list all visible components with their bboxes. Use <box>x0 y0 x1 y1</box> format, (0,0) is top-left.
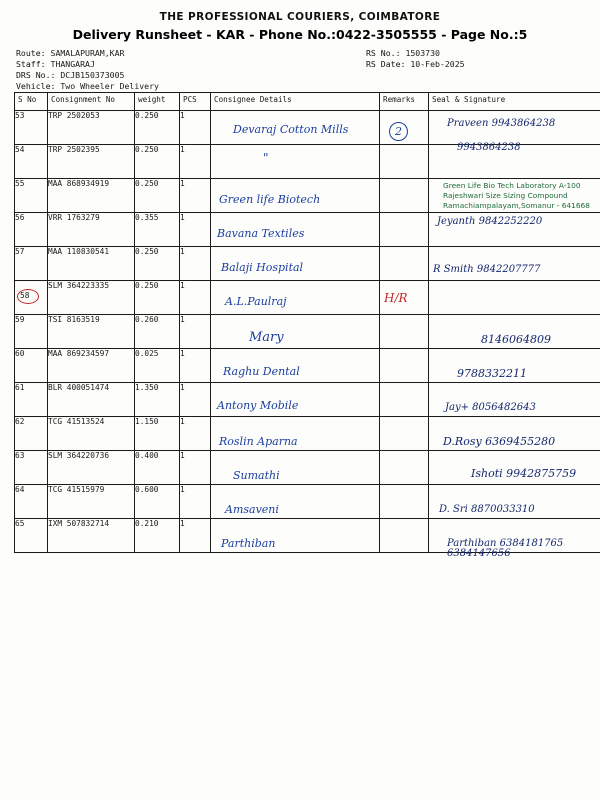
col-consignment: Consignment No <box>48 93 135 111</box>
cell-consignment: IXM 507832714 <box>48 519 135 553</box>
cell-sno <box>15 281 48 315</box>
cell-weight: 0.260 <box>135 315 180 349</box>
cell-signature <box>429 111 600 145</box>
handwritten-signature: Ishoti 9942875759 <box>471 467 577 480</box>
cell-signature <box>429 213 600 247</box>
cell-signature <box>429 349 600 383</box>
rs-no-value: 1503730 <box>405 48 440 58</box>
cell-remarks <box>380 213 429 247</box>
table-row <box>15 111 600 145</box>
cell-sno: 56 <box>15 213 48 247</box>
cell-weight: 0.400 <box>135 451 180 485</box>
handwritten-consignee: A.L.Paulraj <box>225 295 287 308</box>
cell-signature <box>429 281 600 315</box>
cell-details <box>211 315 380 349</box>
rs-no-label: RS No.: <box>366 48 401 58</box>
cell-pcs: 1 <box>180 315 211 349</box>
cell-pcs: 1 <box>180 451 211 485</box>
cell-consignment: TCG 41513524 <box>48 417 135 451</box>
cell-signature <box>429 179 600 213</box>
cell-consignment: TCG 41515979 <box>48 485 135 519</box>
cell-consignment: TRP 2502053 <box>48 111 135 145</box>
cell-consignment: SLM 364220736 <box>48 451 135 485</box>
cell-remarks <box>380 281 429 315</box>
cell-consignment: TSI 8163519 <box>48 315 135 349</box>
cell-pcs: 1 <box>180 247 211 281</box>
cell-details <box>211 145 380 179</box>
handwritten-consignee: Raghu Dental <box>223 365 300 378</box>
handwritten-signature: 9943864238 <box>457 142 521 153</box>
col-weight: weight <box>135 93 180 111</box>
cell-sno: 62 <box>15 417 48 451</box>
cell-sno: 60 <box>15 349 48 383</box>
cell-pcs: 1 <box>180 417 211 451</box>
cell-weight: 0.355 <box>135 213 180 247</box>
handwritten-consignee: Mary <box>249 330 284 345</box>
cell-remarks <box>380 349 429 383</box>
company-name: THE PROFESSIONAL COURIERS, COIMBATORE <box>159 11 441 23</box>
cell-sno: 55 <box>15 179 48 213</box>
handwritten-remark-circled: 2 <box>389 122 408 141</box>
cell-weight: 0.600 <box>135 485 180 519</box>
drs-value: DCJB150373005 <box>60 70 125 80</box>
meta-left <box>16 48 159 92</box>
cell-pcs: 1 <box>180 145 211 179</box>
rs-date-value: 10-Feb-2025 <box>410 59 465 69</box>
cell-pcs: 1 <box>180 349 211 383</box>
cell-pcs: 1 <box>180 281 211 315</box>
meta-right <box>366 48 465 70</box>
cell-signature <box>429 247 600 281</box>
handwritten-consignee: Antony Mobile <box>217 399 299 412</box>
handwritten-signature: D.Rosy 6369455280 <box>443 435 556 448</box>
handwritten-remark: H/R <box>384 291 408 305</box>
table-row <box>15 451 600 485</box>
cell-weight: 0.250 <box>135 145 180 179</box>
handwritten-signature: 9788332211 <box>457 367 527 380</box>
table-row <box>15 417 600 451</box>
table-row <box>15 519 600 553</box>
runsheet-table <box>14 92 600 559</box>
cell-consignment: VRR 1763279 <box>48 213 135 247</box>
table-row <box>15 315 600 349</box>
cell-sno-text: 58 <box>20 291 30 300</box>
cell-consignment: MAA 869234597 <box>48 349 135 383</box>
cell-signature <box>429 519 600 559</box>
cell-remarks <box>380 485 429 519</box>
cell-weight: 1.350 <box>135 383 180 417</box>
table-row <box>15 485 600 519</box>
table-row <box>15 383 600 417</box>
cell-consignment: BLR 400051474 <box>48 383 135 417</box>
cell-signature <box>429 485 600 519</box>
cell-details <box>211 383 380 417</box>
cell-signature <box>429 451 600 485</box>
handwritten-signature: Parthiban 6384181765 6384147656 <box>447 538 564 559</box>
handwritten-consignee: Balaji Hospital <box>221 261 304 274</box>
col-pcs: PCS <box>180 93 211 111</box>
cell-remarks <box>380 417 429 451</box>
cell-details <box>211 111 380 145</box>
cell-weight: 0.025 <box>135 349 180 383</box>
route-label: Route: <box>16 48 46 58</box>
handwritten-consignee: Bavana Textiles <box>217 227 305 240</box>
table-row <box>15 247 600 281</box>
cell-consignment: MAA 110830541 <box>48 247 135 281</box>
cell-details <box>211 281 380 315</box>
cell-weight: 1.150 <box>135 417 180 451</box>
laboratory-stamp: Green Life Bio Tech Laboratory A-100 Rajeshwari Size Sizing Compound Ramachiampalayam,Somanur - 641668 <box>443 181 590 210</box>
route-value: SAMALAPURAM,KAR <box>50 48 125 58</box>
cell-remarks <box>380 145 429 179</box>
handwritten-signature: Praveen 9943864238 <box>447 118 556 129</box>
rs-date-label: RS Date: <box>366 59 406 69</box>
handwritten-signature: Jeyanth 9842252220 <box>437 216 543 227</box>
cell-pcs: 1 <box>180 485 211 519</box>
cell-details <box>211 247 380 281</box>
col-signature: Seal & Signature <box>429 93 600 111</box>
table-header-row <box>15 93 600 111</box>
cell-signature <box>429 383 600 417</box>
cell-pcs: 1 <box>180 213 211 247</box>
col-sno: S No <box>15 93 48 111</box>
cell-weight: 0.250 <box>135 247 180 281</box>
drs-label: DRS No.: <box>16 70 56 80</box>
cell-consignment: SLM 364223335 <box>48 281 135 315</box>
cell-weight: 0.250 <box>135 179 180 213</box>
cell-signature <box>429 417 600 451</box>
page-title: Delivery Runsheet - KAR - Phone No.:0422-3505555 - Page No.:5 <box>72 27 528 42</box>
handwritten-consignee: Roslin Aparna <box>219 435 298 448</box>
cell-details <box>211 179 380 213</box>
handwritten-consignee: Amsaveni <box>225 503 279 516</box>
table-row <box>15 213 600 247</box>
cell-sno: 54 <box>15 145 48 179</box>
table-row <box>15 349 600 383</box>
handwritten-consignee: Green life Biotech <box>219 193 321 206</box>
cell-sno: 61 <box>15 383 48 417</box>
cell-pcs: 1 <box>180 111 211 145</box>
cell-details <box>211 349 380 383</box>
cell-pcs: 1 <box>180 519 211 553</box>
cell-weight: 0.250 <box>135 281 180 315</box>
table-row <box>15 281 600 315</box>
meta-block <box>0 48 600 92</box>
cell-weight: 0.250 <box>135 111 180 145</box>
cell-sno: 59 <box>15 315 48 349</box>
cell-signature <box>429 142 600 179</box>
cell-sno: 57 <box>15 247 48 281</box>
table-row <box>15 145 600 179</box>
handwritten-consignee: Devaraj Cotton Mills <box>233 123 349 136</box>
cell-sno: 64 <box>15 485 48 519</box>
cell-remarks <box>380 247 429 281</box>
cell-details <box>211 213 380 247</box>
col-remarks: Remarks <box>380 93 429 111</box>
cell-remarks <box>380 111 429 145</box>
cell-signature <box>429 315 600 349</box>
cell-remarks <box>380 519 429 553</box>
staff-label: Staff: <box>16 59 46 69</box>
cell-consignment: MAA 868934919 <box>48 179 135 213</box>
handwritten-signature: R Smith 9842207777 <box>433 264 541 275</box>
cell-sno: 65 <box>15 519 48 553</box>
cell-remarks <box>380 179 429 213</box>
cell-sno: 53 <box>15 111 48 145</box>
vehicle-value: Two Wheeler Delivery <box>60 81 159 91</box>
cell-details <box>211 417 380 451</box>
cell-details <box>211 485 380 519</box>
handwritten-signature: 8146064809 <box>481 333 551 346</box>
handwritten-consignee: " <box>263 151 269 165</box>
vehicle-label: Vehicle: <box>16 81 56 91</box>
cell-remarks <box>380 451 429 485</box>
handwritten-signature: D. Sri 8870033310 <box>439 504 535 515</box>
cell-sno: 63 <box>15 451 48 485</box>
cell-consignment: TRP 2502395 <box>48 145 135 179</box>
col-details: Consignee Details <box>211 93 380 111</box>
cell-pcs: 1 <box>180 179 211 213</box>
cell-remarks <box>380 383 429 417</box>
table-row <box>15 179 600 213</box>
cell-details <box>211 519 380 553</box>
handwritten-consignee: Parthiban <box>221 537 276 550</box>
handwritten-signature: Jay+ 8056482643 <box>445 402 536 413</box>
handwritten-consignee: Sumathi <box>233 469 280 482</box>
cell-details <box>211 451 380 485</box>
cell-remarks <box>380 315 429 349</box>
staff-value: THANGARAJ <box>50 59 95 69</box>
cell-pcs: 1 <box>180 383 211 417</box>
cell-weight: 0.210 <box>135 519 180 553</box>
